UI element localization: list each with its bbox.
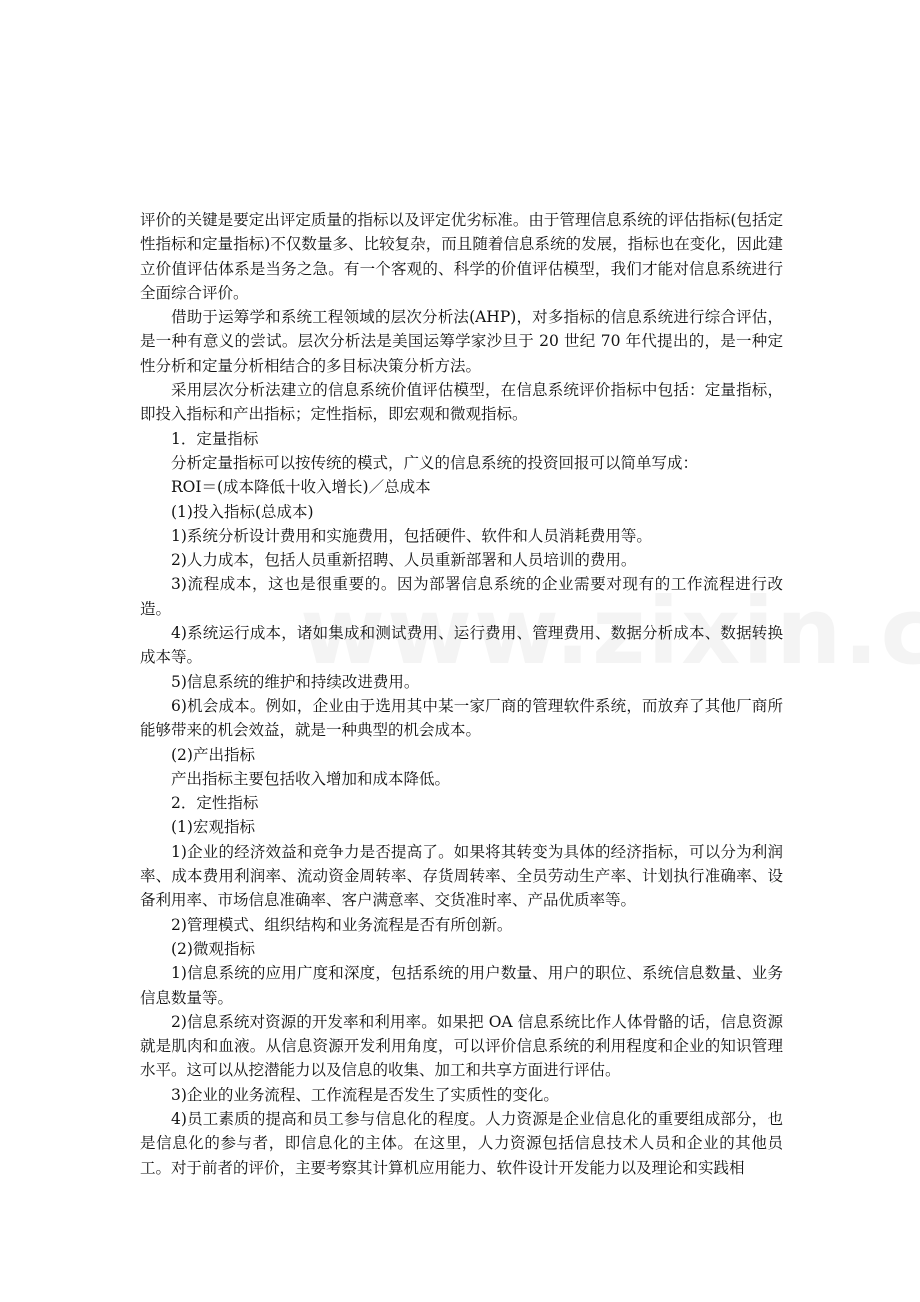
formula-roi: ROI＝(成本降低十收入增长)／总成本 (171, 478, 431, 497)
list-item: 1)系统分析设计费用和实施费用，包括硬件、软件和人员消耗费用等。 (171, 526, 652, 545)
paragraph-output: 产出指标主要包括收入增加和成本降低。 (171, 769, 451, 788)
list-item: 3)流程成本，这也是很重要的。因为部署信息系统的企业需要对现有的工作流程进行改造。 (140, 575, 783, 618)
subheading-micro-indicators: (2)微观指标 (171, 939, 255, 958)
list-item: 3)企业的业务流程、工作流程是否发生了实质性的变化。 (171, 1085, 559, 1104)
document-body (140, 208, 783, 1180)
paragraph-roi-intro: 分析定量指标可以按传统的模式，广义的信息系统的投资回报可以简单写成： (171, 453, 699, 472)
paragraph-ahp: 借助于运筹学和系统工程领域的层次分析法(AHP)，对多指标的信息系统进行综合评估，是一种有意义的尝试。层次分析法是美国运筹学家沙旦于 20 世纪 70 年代提出的，是一种定性分析和定量分析相结合的多目标决策分析方法。 (140, 308, 783, 375)
subheading-output-indicators: (2)产出指标 (171, 745, 255, 764)
section-heading-quantitative: 1．定量指标 (171, 429, 259, 448)
list-item: 4)系统运行成本，诸如集成和测试费用、运行费用、管理费用、数据分析成本、数据转换成本等。 (140, 624, 783, 667)
list-item: 1)信息系统的应用广度和深度，包括系统的用户数量、用户的职位、系统信息数量、业务信息数量等。 (140, 964, 783, 1007)
list-item: 5)信息系统的维护和持续改进费用。 (171, 672, 420, 691)
section-heading-qualitative: 2．定性指标 (171, 794, 259, 813)
list-item: 2)信息系统对资源的开发率和利用率。如果把 OA 信息系统比作人体骨骼的话，信息资源就是肌肉和血液。从信息资源开发利用角度，可以评价信息系统的利用程度和企业的知识管理水平。这可以从挖潜能力以及信息的收集、加工和共享方面进行评估。 (140, 1012, 783, 1080)
paragraph-model: 采用层次分析法建立的信息系统价值评估模型，在信息系统评价指标中包括：定量指标，即投入指标和产出指标；定性指标，即宏观和微观指标。 (140, 381, 783, 424)
list-item: 2)人力成本，包括人员重新招聘、人员重新部署和人员培训的费用。 (171, 551, 637, 570)
subheading-macro-indicators: (1)宏观指标 (171, 818, 255, 837)
list-item: 2)管理模式、组织结构和业务流程是否有所创新。 (171, 915, 513, 934)
list-item: 4)员工素质的提高和员工参与信息化的程度。人力资源是企业信息化的重要组成部分，也是信息化的参与者，即信息化的主体。在这里，人力资源包括信息技术人员和企业的其他员工。对于前者的评价，主要考察其计算机应用能力、软件设计开发能力以及理论和实践相 (140, 1109, 783, 1177)
subheading-input-indicators: (1)投入指标(总成本) (171, 502, 314, 521)
list-item: 6)机会成本。例如，企业由于选用其中某一家厂商的管理软件系统，而放弃了其他厂商所能够带来的机会效益，就是一种典型的机会成本。 (140, 696, 783, 740)
paragraph-intro: 评价的关键是要定出评定质量的指标以及评定优劣标准。由于管理信息系统的评估指标(包括定性指标和定量指标)不仅数量多、比较复杂，而且随着信息系统的发展，指标也在变化，因此建立价值评估体系是当务之急。有一个客观的、科学的价值评估模型，我们才能对信息系统进行全面综合评价。 (140, 211, 783, 302)
list-item: 1)企业的经济效益和竞争力是否提高了。如果将其转变为具体的经济指标，可以分为利润率、成本费用利润率、流动资金周转率、存货周转率、全员劳动生产率、计划执行准确率、设备利用率、市场信息准确率、客户满意率、交货准时率、产品优质率等。 (140, 842, 783, 910)
